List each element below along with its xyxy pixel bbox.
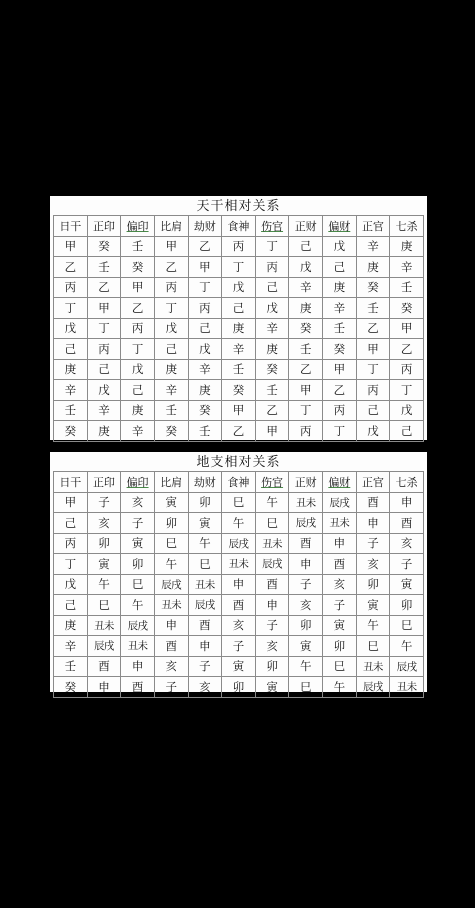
day-stem-cell: 壬 [54,656,88,677]
table-cell: 戊 [154,318,188,339]
table-row [54,636,424,657]
day-stem-cell: 辛 [54,380,88,401]
table-cell: 亥 [154,656,188,677]
header-cell: 正官 [356,472,390,493]
table-cell: 戊 [222,277,256,298]
table-cell: 申 [289,554,323,575]
table-cell: 甲 [289,380,323,401]
table-cell: 甲 [188,257,222,278]
table-cell: 丁 [289,400,323,421]
table-cell: 午 [356,615,390,636]
table-row [54,492,424,513]
table-cell: 酉 [188,615,222,636]
table-cell: 卯 [87,533,121,554]
table-cell: 子 [154,677,188,698]
table-cell: 癸 [390,298,424,319]
day-stem-cell: 丁 [54,554,88,575]
table-cell: 丙 [289,421,323,442]
table-cell: 丙 [323,400,357,421]
table-cell: 酉 [87,656,121,677]
table-cell: 甲 [255,421,289,442]
table-cell: 甲 [121,277,155,298]
header-cell: 七杀 [390,216,424,237]
tiangan-table-title: 天干相对关系 [196,199,281,214]
table-cell: 子 [121,513,155,534]
table-cell: 戊 [323,236,357,257]
table-cell: 乙 [390,339,424,360]
table-cell: 丁 [222,257,256,278]
table-cell: 丙 [255,257,289,278]
table-cell: 寅 [188,513,222,534]
table-cell: 辛 [323,298,357,319]
table-cell: 卯 [154,513,188,534]
table-cell: 庚 [255,339,289,360]
table-cell: 壬 [390,277,424,298]
table-cell: 巳 [255,513,289,534]
table-cell: 午 [188,533,222,554]
table-cell: 辛 [289,277,323,298]
table-cell: 庚 [390,236,424,257]
table-cell: 巳 [323,656,357,677]
table-row [54,236,424,257]
table-cell: 丙 [121,318,155,339]
table-cell: 庚 [323,277,357,298]
dizhi-relation-table [53,471,424,698]
header-cell: 偏财 [323,216,357,237]
table-row [54,400,424,421]
header-cell: 食神 [222,216,256,237]
table-cell: 辛 [121,421,155,442]
table-cell: 丁 [121,339,155,360]
table-cell: 壬 [121,236,155,257]
table-cell: 戊 [188,339,222,360]
table-cell: 丙 [154,277,188,298]
table-cell: 午 [255,492,289,513]
header-cell: 伤官 [255,472,289,493]
table-cell: 甲 [323,359,357,380]
table-cell: 午 [154,554,188,575]
table-cell: 己 [154,339,188,360]
table-cell: 己 [289,236,323,257]
table-cell: 丁 [87,318,121,339]
table-cell: 己 [356,400,390,421]
table-cell: 午 [323,677,357,698]
table-cell: 亥 [323,574,357,595]
table-cell: 戊 [121,359,155,380]
table-cell: 癸 [289,318,323,339]
table-cell: 亥 [390,533,424,554]
table-cell: 子 [323,595,357,616]
table-cell: 丁 [255,236,289,257]
tiangan-relation-card [50,196,427,440]
table-cell: 辰戌 [121,615,155,636]
table-cell: 乙 [222,421,256,442]
table-cell: 丁 [323,421,357,442]
table-cell: 酉 [356,492,390,513]
table-row [54,318,424,339]
day-stem-cell: 丙 [54,533,88,554]
table-cell: 癸 [356,277,390,298]
table-cell: 卯 [289,615,323,636]
table-cell: 甲 [154,236,188,257]
header-cell: 正印 [87,472,121,493]
table-cell: 癸 [323,339,357,360]
table-cell: 申 [188,636,222,657]
table-cell: 丑未 [154,595,188,616]
table-cell: 酉 [390,513,424,534]
table-cell: 丙 [356,380,390,401]
table-cell: 寅 [222,656,256,677]
table-cell: 酉 [323,554,357,575]
table-cell: 甲 [87,298,121,319]
table-cell: 己 [323,257,357,278]
table-cell: 丙 [390,359,424,380]
table-cell: 戊 [255,298,289,319]
table-cell: 丑未 [323,513,357,534]
table-cell: 丁 [188,277,222,298]
day-stem-cell: 戊 [54,318,88,339]
dizhi-relation-card [50,452,427,692]
table-cell: 戊 [390,400,424,421]
table-cell: 辛 [154,380,188,401]
table-cell: 戊 [289,257,323,278]
table-cell: 癸 [222,380,256,401]
table-cell: 壬 [222,359,256,380]
table-cell: 卯 [356,574,390,595]
table-cell: 癸 [255,359,289,380]
table-cell: 癸 [87,236,121,257]
table-cell: 甲 [390,318,424,339]
table-cell: 巳 [222,492,256,513]
table-cell: 辰戌 [323,492,357,513]
table-cell: 丑未 [356,656,390,677]
day-stem-cell: 癸 [54,677,88,698]
table-row [54,615,424,636]
table-cell: 丁 [390,380,424,401]
table-row [54,513,424,534]
table-cell: 辰戌 [188,595,222,616]
table-row [54,656,424,677]
day-stem-cell: 丙 [54,277,88,298]
table-cell: 丑未 [121,636,155,657]
table-cell: 子 [390,554,424,575]
table-row [54,421,424,442]
table-row [54,574,424,595]
table-cell: 寅 [154,492,188,513]
table-cell: 亥 [87,513,121,534]
table-cell: 卯 [121,554,155,575]
table-cell: 辛 [356,236,390,257]
table-row [54,277,424,298]
table-row [54,257,424,278]
table-cell: 酉 [154,636,188,657]
header-cell: 劫财 [188,216,222,237]
table-row [54,359,424,380]
table-row [54,677,424,698]
table-cell: 庚 [154,359,188,380]
table-cell: 寅 [255,677,289,698]
table-cell: 癸 [121,257,155,278]
table-cell: 卯 [255,656,289,677]
table-cell: 丙 [87,339,121,360]
table-cell: 亥 [289,595,323,616]
table-cell: 壬 [289,339,323,360]
table-cell: 亥 [222,615,256,636]
table-cell: 甲 [222,400,256,421]
table-cell: 子 [222,636,256,657]
table-cell: 庚 [222,318,256,339]
day-stem-cell: 庚 [54,615,88,636]
tiangan-relation-table [53,215,424,442]
table-cell: 己 [87,359,121,380]
table-cell: 申 [121,656,155,677]
day-stem-cell: 辛 [54,636,88,657]
header-cell: 比肩 [154,216,188,237]
table-cell: 己 [188,318,222,339]
header-cell: 正官 [356,216,390,237]
table-cell: 乙 [87,277,121,298]
table-cell: 丑未 [188,574,222,595]
table-cell: 丑未 [222,554,256,575]
table-cell: 酉 [289,533,323,554]
day-stem-cell: 癸 [54,421,88,442]
table-cell: 辛 [87,400,121,421]
table-cell: 巳 [154,533,188,554]
table-cell: 辛 [222,339,256,360]
table-cell: 子 [255,615,289,636]
header-cell: 日干 [54,216,88,237]
table-cell: 午 [289,656,323,677]
table-cell: 子 [356,533,390,554]
table-cell: 午 [222,513,256,534]
table-row [54,380,424,401]
day-stem-cell: 乙 [54,257,88,278]
table-cell: 亥 [188,677,222,698]
table-cell: 辰戌 [154,574,188,595]
table-cell: 亥 [356,554,390,575]
table-cell: 巳 [390,615,424,636]
table-cell: 辰戌 [390,656,424,677]
table-cell: 申 [255,595,289,616]
table-cell: 辛 [390,257,424,278]
table-cell: 午 [87,574,121,595]
table-cell: 子 [188,656,222,677]
table-cell: 寅 [121,533,155,554]
table-row [54,595,424,616]
table-cell: 巳 [289,677,323,698]
table-row [54,298,424,319]
table-cell: 辰戌 [289,513,323,534]
header-row [54,216,424,237]
table-cell: 丙 [222,236,256,257]
header-cell: 正财 [289,216,323,237]
table-cell: 酉 [222,595,256,616]
table-cell: 亥 [121,492,155,513]
table-cell: 巳 [188,554,222,575]
table-cell: 庚 [188,380,222,401]
table-cell: 己 [255,277,289,298]
table-row [54,339,424,360]
table-cell: 丑未 [87,615,121,636]
table-cell: 辰戌 [87,636,121,657]
table-cell: 辛 [188,359,222,380]
table-cell: 己 [390,421,424,442]
table-cell: 寅 [356,595,390,616]
table-cell: 辰戌 [255,554,289,575]
table-cell: 乙 [188,236,222,257]
table-cell: 癸 [154,421,188,442]
day-stem-cell: 己 [54,513,88,534]
header-cell: 偏印 [121,472,155,493]
table-row [54,533,424,554]
table-cell: 庚 [289,298,323,319]
table-cell: 卯 [323,636,357,657]
table-cell: 甲 [356,339,390,360]
table-cell: 申 [356,513,390,534]
header-cell: 伤官 [255,216,289,237]
table-cell: 戊 [356,421,390,442]
table-cell: 寅 [87,554,121,575]
table-cell: 壬 [255,380,289,401]
day-stem-cell: 庚 [54,359,88,380]
table-cell: 丑未 [390,677,424,698]
table-cell: 戊 [87,380,121,401]
table-cell: 辰戌 [222,533,256,554]
table-cell: 庚 [87,421,121,442]
table-cell: 卯 [188,492,222,513]
table-cell: 辰戌 [356,677,390,698]
header-row [54,472,424,493]
table-cell: 申 [390,492,424,513]
table-cell: 壬 [356,298,390,319]
header-cell: 比肩 [154,472,188,493]
table-cell: 卯 [222,677,256,698]
table-cell: 申 [154,615,188,636]
table-cell: 乙 [356,318,390,339]
day-stem-cell: 己 [54,339,88,360]
table-cell: 乙 [323,380,357,401]
table-cell: 亥 [255,636,289,657]
table-cell: 丑未 [289,492,323,513]
table-cell: 酉 [255,574,289,595]
table-cell: 寅 [289,636,323,657]
day-stem-cell: 壬 [54,400,88,421]
table-cell: 午 [390,636,424,657]
table-cell: 申 [222,574,256,595]
table-cell: 巳 [356,636,390,657]
table-cell: 丁 [154,298,188,319]
header-cell: 劫财 [188,472,222,493]
header-cell: 日干 [54,472,88,493]
day-stem-cell: 己 [54,595,88,616]
header-cell: 正印 [87,216,121,237]
dizhi-table-title: 地支相对关系 [196,455,281,470]
header-cell: 偏印 [121,216,155,237]
table-cell: 丁 [356,359,390,380]
table-cell: 乙 [121,298,155,319]
day-stem-cell: 甲 [54,236,88,257]
table-cell: 辛 [255,318,289,339]
table-cell: 己 [121,380,155,401]
table-cell: 丑未 [255,533,289,554]
header-cell: 七杀 [390,472,424,493]
table-cell: 申 [323,533,357,554]
header-cell: 食神 [222,472,256,493]
table-cell: 壬 [323,318,357,339]
table-cell: 寅 [323,615,357,636]
table-cell: 子 [87,492,121,513]
table-cell: 庚 [121,400,155,421]
table-row [54,554,424,575]
table-cell: 巳 [87,595,121,616]
table-cell: 壬 [87,257,121,278]
table-cell: 午 [121,595,155,616]
table-cell: 壬 [188,421,222,442]
table-cell: 乙 [255,400,289,421]
table-cell: 寅 [390,574,424,595]
table-cell: 酉 [121,677,155,698]
header-cell: 正财 [289,472,323,493]
table-cell: 庚 [356,257,390,278]
header-cell: 偏财 [323,472,357,493]
table-cell: 申 [87,677,121,698]
table-cell: 己 [222,298,256,319]
table-cell: 乙 [289,359,323,380]
table-cell: 卯 [390,595,424,616]
table-cell: 乙 [154,257,188,278]
table-cell: 丙 [188,298,222,319]
table-cell: 癸 [188,400,222,421]
table-cell: 子 [289,574,323,595]
table-cell: 巳 [121,574,155,595]
day-stem-cell: 甲 [54,492,88,513]
day-stem-cell: 丁 [54,298,88,319]
day-stem-cell: 戊 [54,574,88,595]
table-cell: 壬 [154,400,188,421]
